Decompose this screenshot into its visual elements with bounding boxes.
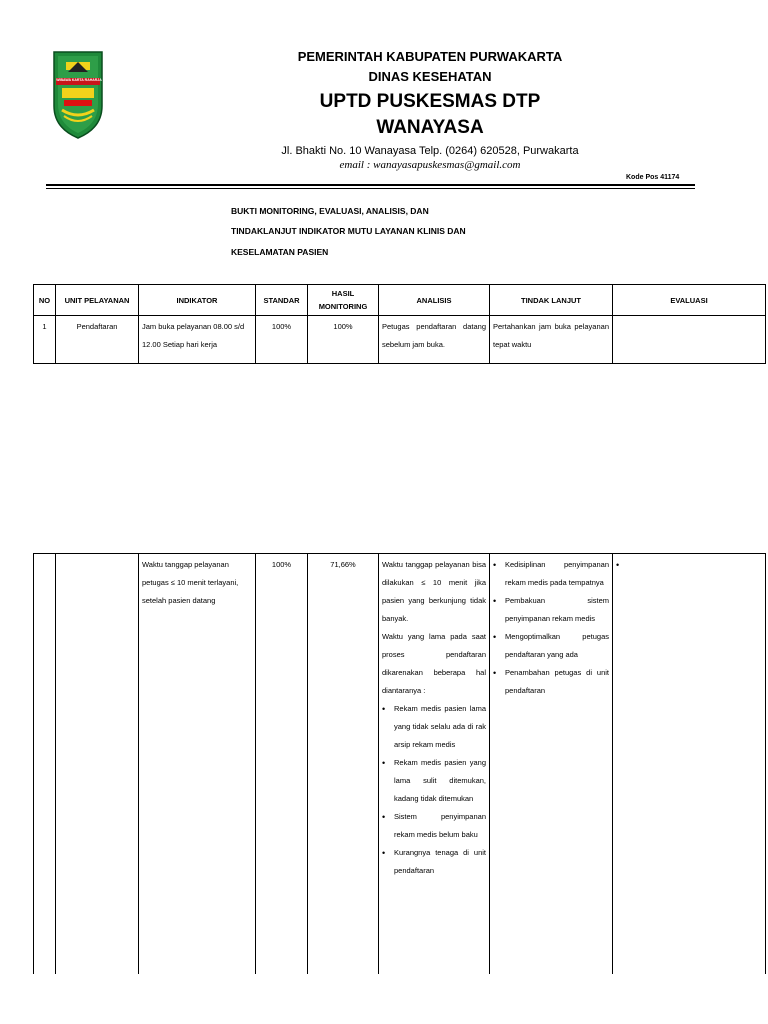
monitoring-table — [33, 284, 766, 364]
cell-analisis: Petugas pendaftaran datang sebelum jam buka. — [379, 316, 490, 364]
cell-standar: 100% — [256, 554, 308, 974]
logo-banner: WIBAWA KARTA RAHARJA — [56, 78, 102, 82]
list-item: • Kurangnya tenaga di unit pendaftaran — [394, 844, 486, 880]
letterhead-location: WANAYASA — [376, 117, 484, 138]
analisis-paragraph-2: Waktu yang lama pada saat proses pendaftaran dikarenakan beberapa hal diantaranya : — [382, 632, 486, 695]
doc-title-line1: BUKTI MONITORING, EVALUASI, ANALISIS, DAN — [231, 206, 429, 216]
list-item: • Pembakuan sistem penyimpanan rekam medis — [505, 592, 609, 628]
monitoring-table-continued — [33, 553, 766, 974]
header-tindak: TINDAK LANJUT — [490, 285, 613, 316]
header-no: NO — [34, 285, 56, 316]
doc-title-line3: KESELAMATAN PASIEN — [231, 247, 329, 257]
cell-indikator: Waktu tanggap pelayanan petugas ≤ 10 menit terlayani, setelah pasien datang — [139, 554, 256, 974]
cell-tindak — [490, 554, 613, 974]
cell-no: 1 — [34, 316, 56, 364]
list-item: • Penambahan petugas di unit pendaftaran — [505, 664, 609, 700]
list-item: • Rekam medis pasien yang lama sulit ditemukan, kadang tidak ditemukan — [394, 754, 486, 808]
tindak-list — [493, 556, 609, 700]
list-item: • Rekam medis pasien lama yang tidak selalu ada di rak arsip rekam medis — [394, 700, 486, 754]
letterhead-address: Jl. Bhakti No. 10 Wanayasa Telp. (0264) 620528, Purwakarta — [281, 145, 579, 157]
analisis-paragraph-1: Waktu tanggap pelayanan bisa dilakukan ≤ 10 menit jika pasien yang berkunjung tidak banyak. — [382, 560, 486, 623]
header-unit: UNIT PELAYANAN — [56, 285, 139, 316]
letterhead-unit: UPTD PUSKESMAS DTP — [319, 91, 541, 112]
letterhead-rule-thin — [46, 188, 695, 189]
cell-hasil: 71,66% — [308, 554, 379, 974]
cell-tindak: Pertahankan jam buka pelayanan tepat waktu — [490, 316, 613, 364]
cell-unit: Pendaftaran — [56, 316, 139, 364]
header-standar: STANDAR — [256, 285, 308, 316]
doc-title-line2: TINDAKLANJUT INDIKATOR MUTU LAYANAN KLINIS DAN — [231, 226, 466, 236]
cell-indikator: Jam buka pelayanan 08.00 s/d 12.00 Setiap hari kerja — [139, 316, 256, 364]
header-analisis: ANALISIS — [379, 285, 490, 316]
list-item: • Kedisiplinan penyimpanan rekam medis pada tempatnya — [505, 556, 609, 592]
cell-no — [34, 554, 56, 974]
header-hasil: HASIL MONITORING — [308, 285, 379, 316]
puskesmas-logo — [52, 48, 104, 140]
cell-hasil: 100% — [308, 316, 379, 364]
list-item: • Mengoptimalkan petugas pendaftaran yang ada — [505, 628, 609, 664]
cell-evaluasi — [613, 316, 766, 364]
letterhead-department: DINAS KESEHATAN — [368, 69, 492, 84]
cell-analisis — [379, 554, 490, 974]
cell-evaluasi — [613, 554, 766, 974]
cell-standar: 100% — [256, 316, 308, 364]
analisis-list — [382, 700, 486, 880]
table-row — [34, 316, 766, 364]
letterhead-government: PEMERINTAH KABUPATEN PURWAKARTA — [297, 49, 563, 64]
header-indikator: INDIKATOR — [139, 285, 256, 316]
cell-unit — [56, 554, 139, 974]
letterhead-email: email : wanayasapuskesmas@gmail.com — [339, 159, 521, 171]
list-item: • Sistem penyimpanan rekam medis belum baku — [394, 808, 486, 844]
table-row — [34, 554, 766, 974]
table-header-row — [34, 285, 766, 316]
letterhead-rule — [46, 184, 695, 186]
postal-code: Kode Pos 41174 — [626, 174, 680, 181]
header-evaluasi: EVALUASI — [613, 285, 766, 316]
